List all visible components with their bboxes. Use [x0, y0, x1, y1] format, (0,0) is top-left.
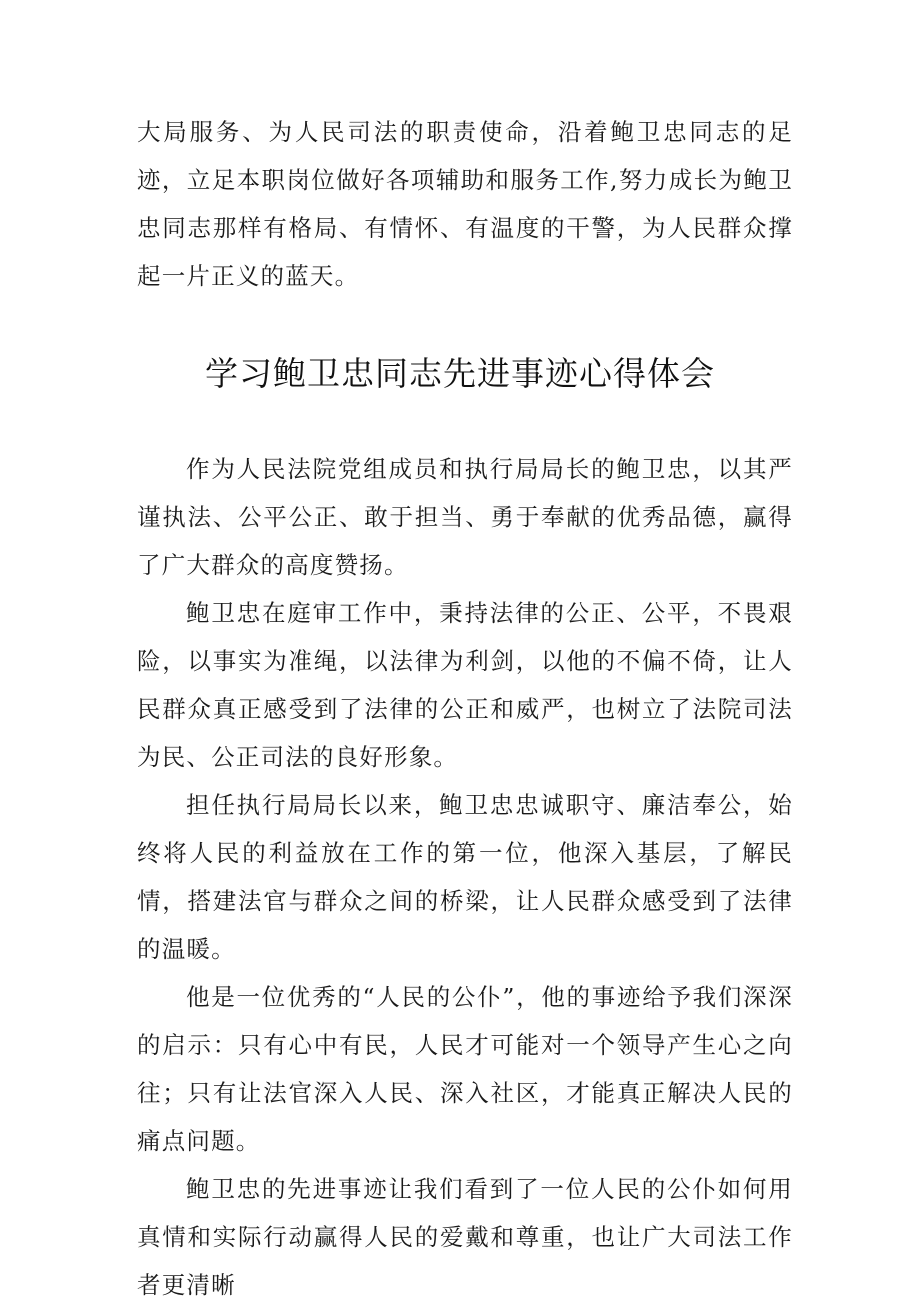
- paragraph: 他是一位优秀的“人民的公仆”，他的事迹给予我们深深的启示：只有心中有民，人民才可能对一个领导产生心之向往；只有让法官深入人民、深入社区，才能真正解决人民的痛点问题。: [137, 983, 793, 1155]
- article-body: [137, 445, 793, 1309]
- paragraph: 鲍卫忠的先进事迹让我们看到了一位人民的公仆如何用真情和实际行动赢得人民的爱戴和尊重，也让广大司法工作者更清晰: [137, 1175, 793, 1299]
- previous-paragraph: 大局服务、为人民司法的职责使命，沿着鲍卫忠同志的足迹，立足本职岗位做好各项辅助和服务工作,努力成长为鲍卫忠同志那样有格局、有情怀、有温度的干警，为人民群众撑起一片正义的蓝天。: [137, 118, 793, 290]
- paragraph: 作为人民法院党组成员和执行局局长的鲍卫忠，以其严谨执法、公平公正、敢于担当、勇于奉献的优秀品德，赢得了广大群众的高度赞扬。: [137, 455, 793, 579]
- paragraph: 担任执行局局长以来，鲍卫忠忠诚职守、廉洁奉公，始终将人民的利益放在工作的第一位，他深入基层，了解民情，搭建法官与群众之间的桥梁，让人民群众感受到了法律的温暖。: [137, 791, 793, 963]
- page-title: 学习鲍卫忠同志先进事迹心得体会: [205, 354, 715, 393]
- paragraph: 鲍卫忠在庭审工作中，秉持法律的公正、公平，不畏艰险，以事实为准绳，以法律为利剑，以他的不偏不倚，让人民群众真正感受到了法律的公正和威严，也树立了法院司法为民、公正司法的良好形象。: [137, 599, 793, 771]
